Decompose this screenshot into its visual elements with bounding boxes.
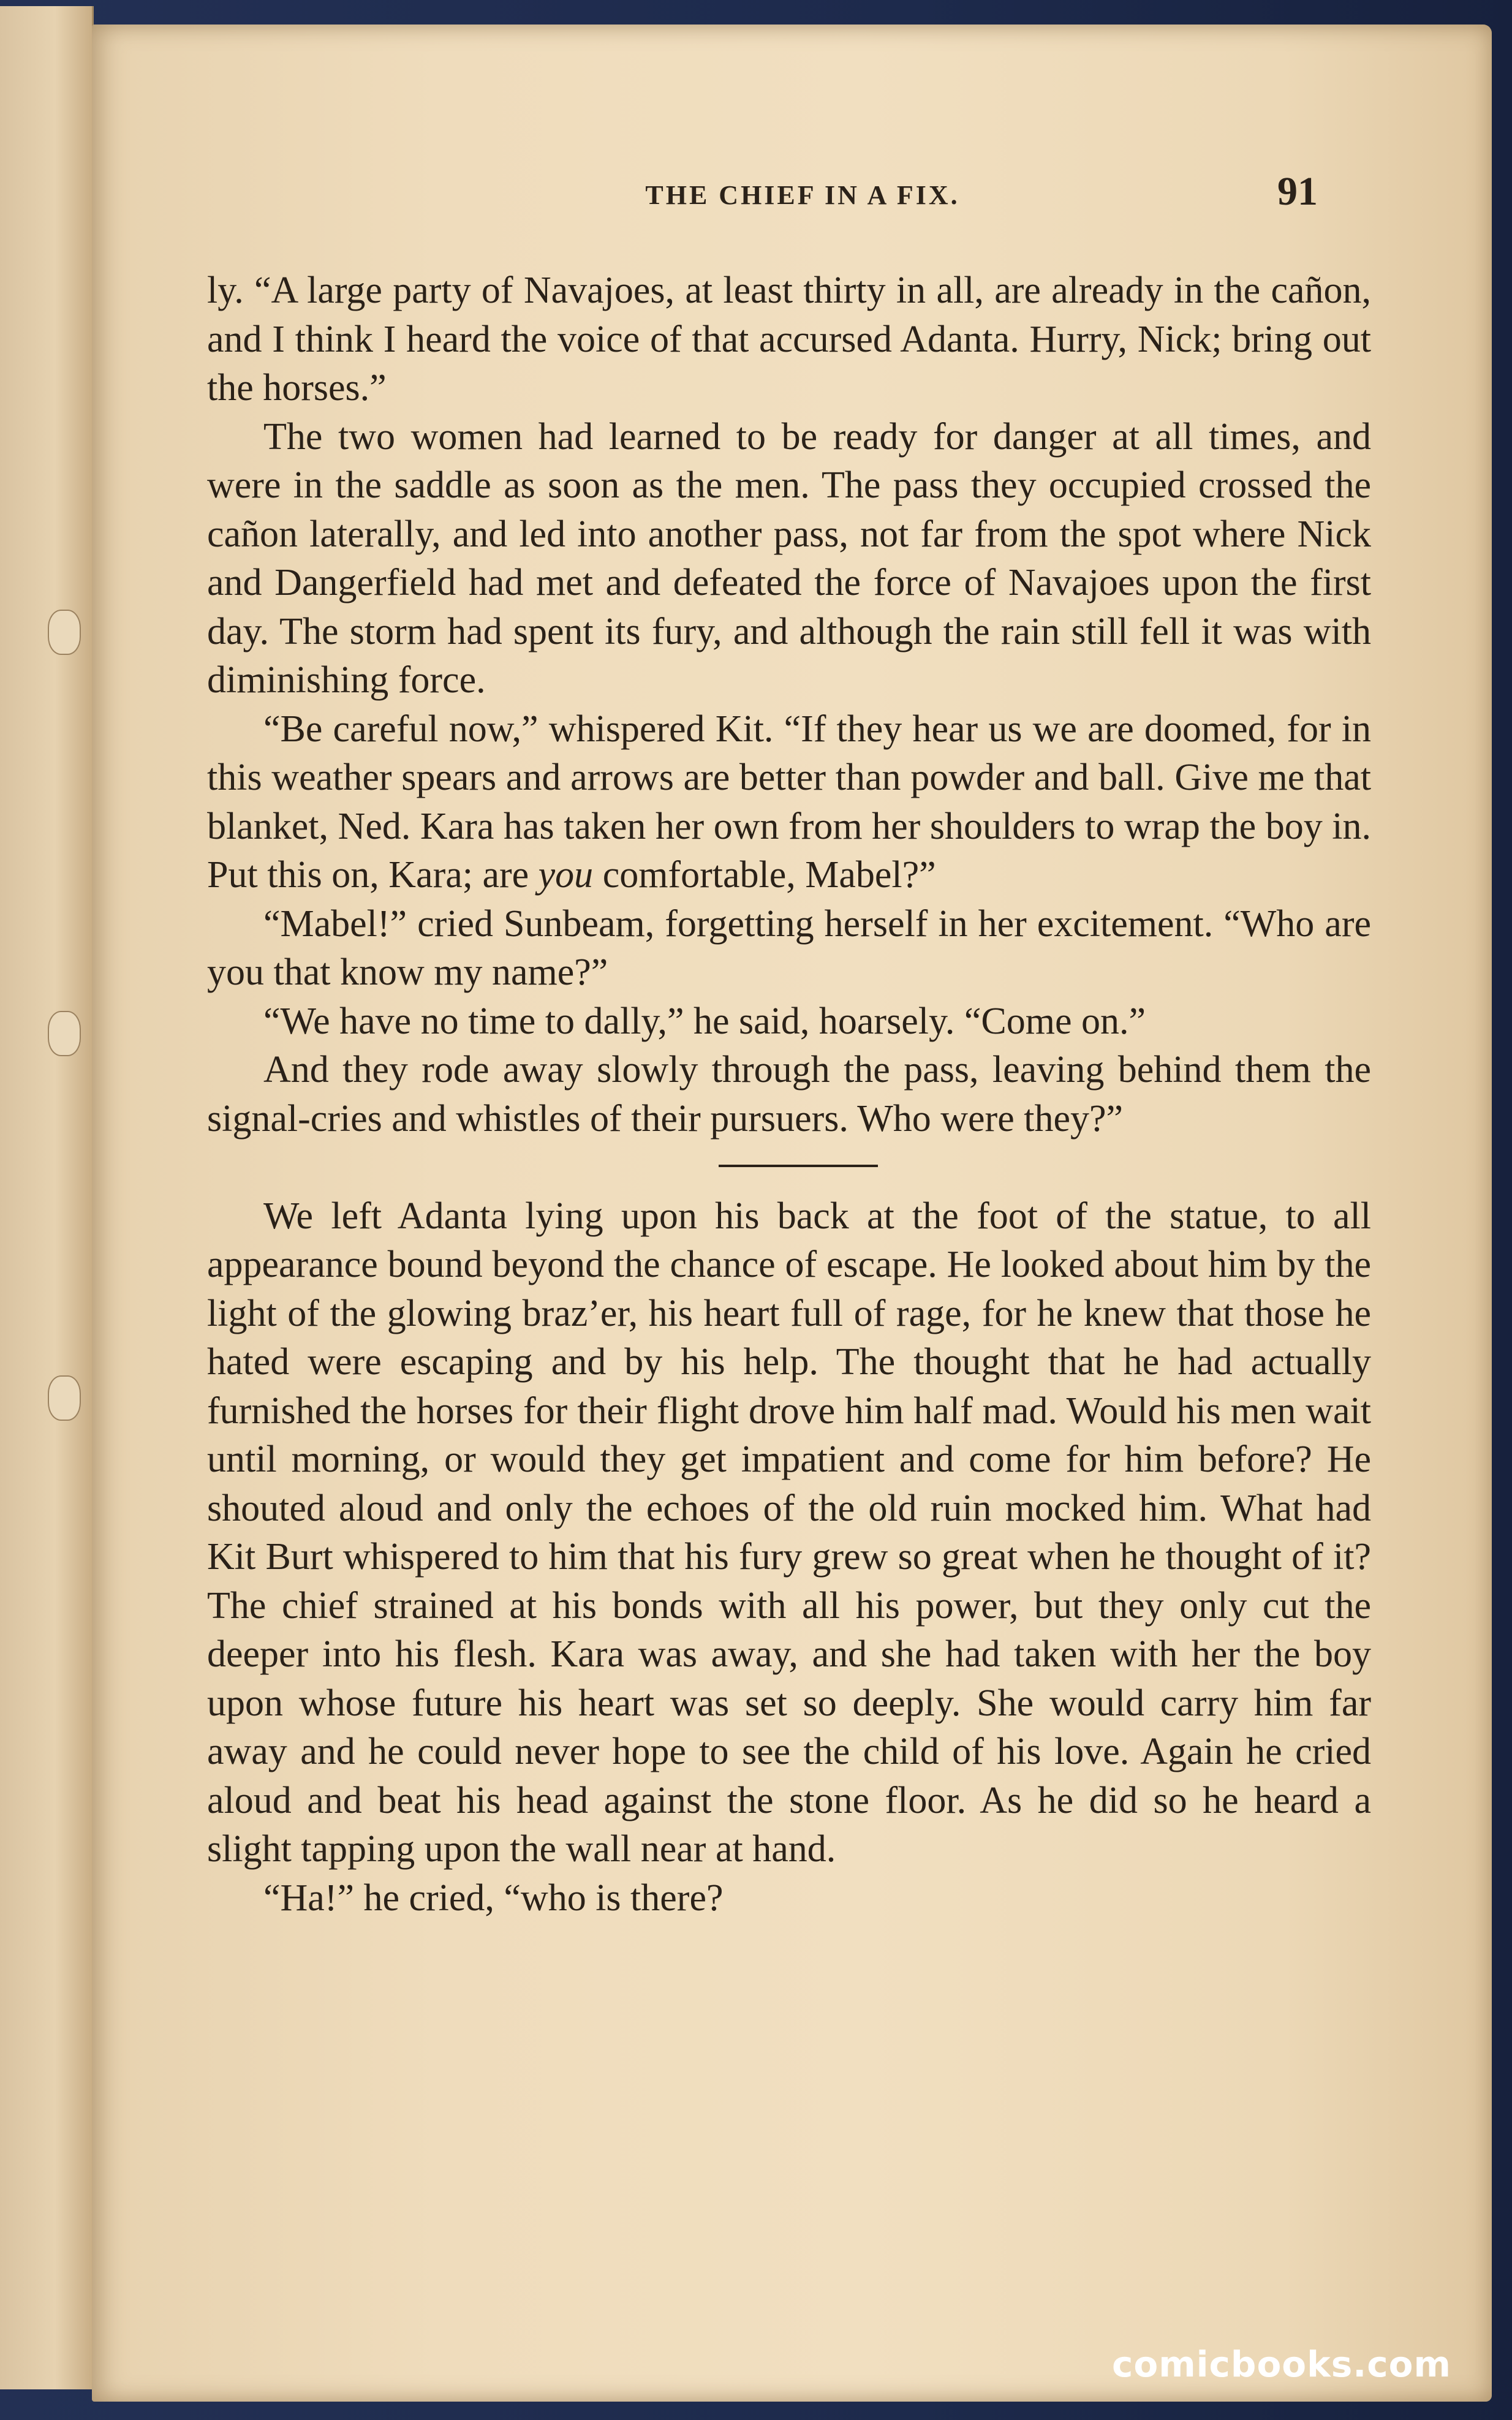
book-page bbox=[92, 25, 1492, 2402]
paragraph-5: “We have no time to dally,” he said, hoarsely. “Come on.” bbox=[263, 1000, 1146, 1042]
paragraph-1: ly. “A large party of Navajoes, at least thirty in all, are already in the cañon, and I think I heard the voice of that accursed Adanta. Hurry, Nick; bring out the horses.” bbox=[207, 270, 1371, 409]
binding-hole bbox=[48, 1375, 81, 1421]
paragraph-3-text-b: comfortable, Mabel?” bbox=[593, 854, 936, 896]
section-break bbox=[207, 1143, 1371, 1192]
paragraph-3-text-a: “Be careful now,” whispered Kit. “If they hear us we are doomed, for in this weather spears and arrows are better than powder and ball. Give me that blanket, Ned. Kara has taken her own from her shoulders to wrap the boy in. Put this on, Kara; are bbox=[207, 708, 1371, 896]
section-rule bbox=[719, 1165, 878, 1167]
paragraph-4: “Mabel!” cried Sunbeam, forgetting herself in her excitement. “Who are you that know my name?” bbox=[207, 902, 1371, 993]
paragraph-3 bbox=[207, 705, 1371, 900]
binding-hole bbox=[48, 610, 81, 655]
watermark: comicbooks.com bbox=[1112, 2343, 1451, 2385]
paragraph-6: And they rode away slowly through the pass, leaving behind them the signal-cries and whistles of their pursuers. Who were they?” bbox=[207, 1049, 1371, 1140]
paragraph-7: We left Adanta lying upon his back at the foot of the statue, to all appearance bound beyond the chance of escape. He looked about him by the light of the glowing braz’er, his heart full of rage, for he knew that those he hated were escaping and by his help. The thought that he had actually furnished the horses for their flight drove him half mad. Would his men wait until morning, or would they get impatient and come for him before? He shouted aloud and only the echoes of the old ruin mocked him. What had Kit Burt whispered to him that his fury grew so great when he thought of it? The chief strained at his bonds with all his power, but they only cut the deeper into his flesh. Kara was away, and she had taken with her the boy upon whose future his heart was set so deeply. She would carry him far away and he could never hope to see the child of his love. Again he cried aloud and beat his head against the stone floor. As he did so he heard a slight tapping upon the wall near at hand. bbox=[207, 1195, 1371, 1870]
facing-page-edge bbox=[0, 6, 94, 2389]
running-head: THE CHIEF IN A FIX. bbox=[645, 180, 960, 210]
binding-hole bbox=[48, 1011, 81, 1056]
body-text bbox=[207, 267, 1371, 1923]
paragraph-3-emphasis: you bbox=[538, 854, 594, 896]
page-header bbox=[92, 162, 1492, 217]
paragraph-2: The two women had learned to be ready for danger at all times, and were in the saddle as soon as the men. The pass they occupied crossed the cañon laterally, and led into another pass, not far from the spot where Nick and Dangerfield had met and defeated the force of Navajoes upon the first day. The storm had spent its fury, and although the rain still fell it was with diminishing force. bbox=[207, 415, 1371, 701]
paragraph-8: “Ha!” he cried, “who is there? bbox=[263, 1877, 724, 1919]
page-number: 91 bbox=[1277, 169, 1318, 214]
